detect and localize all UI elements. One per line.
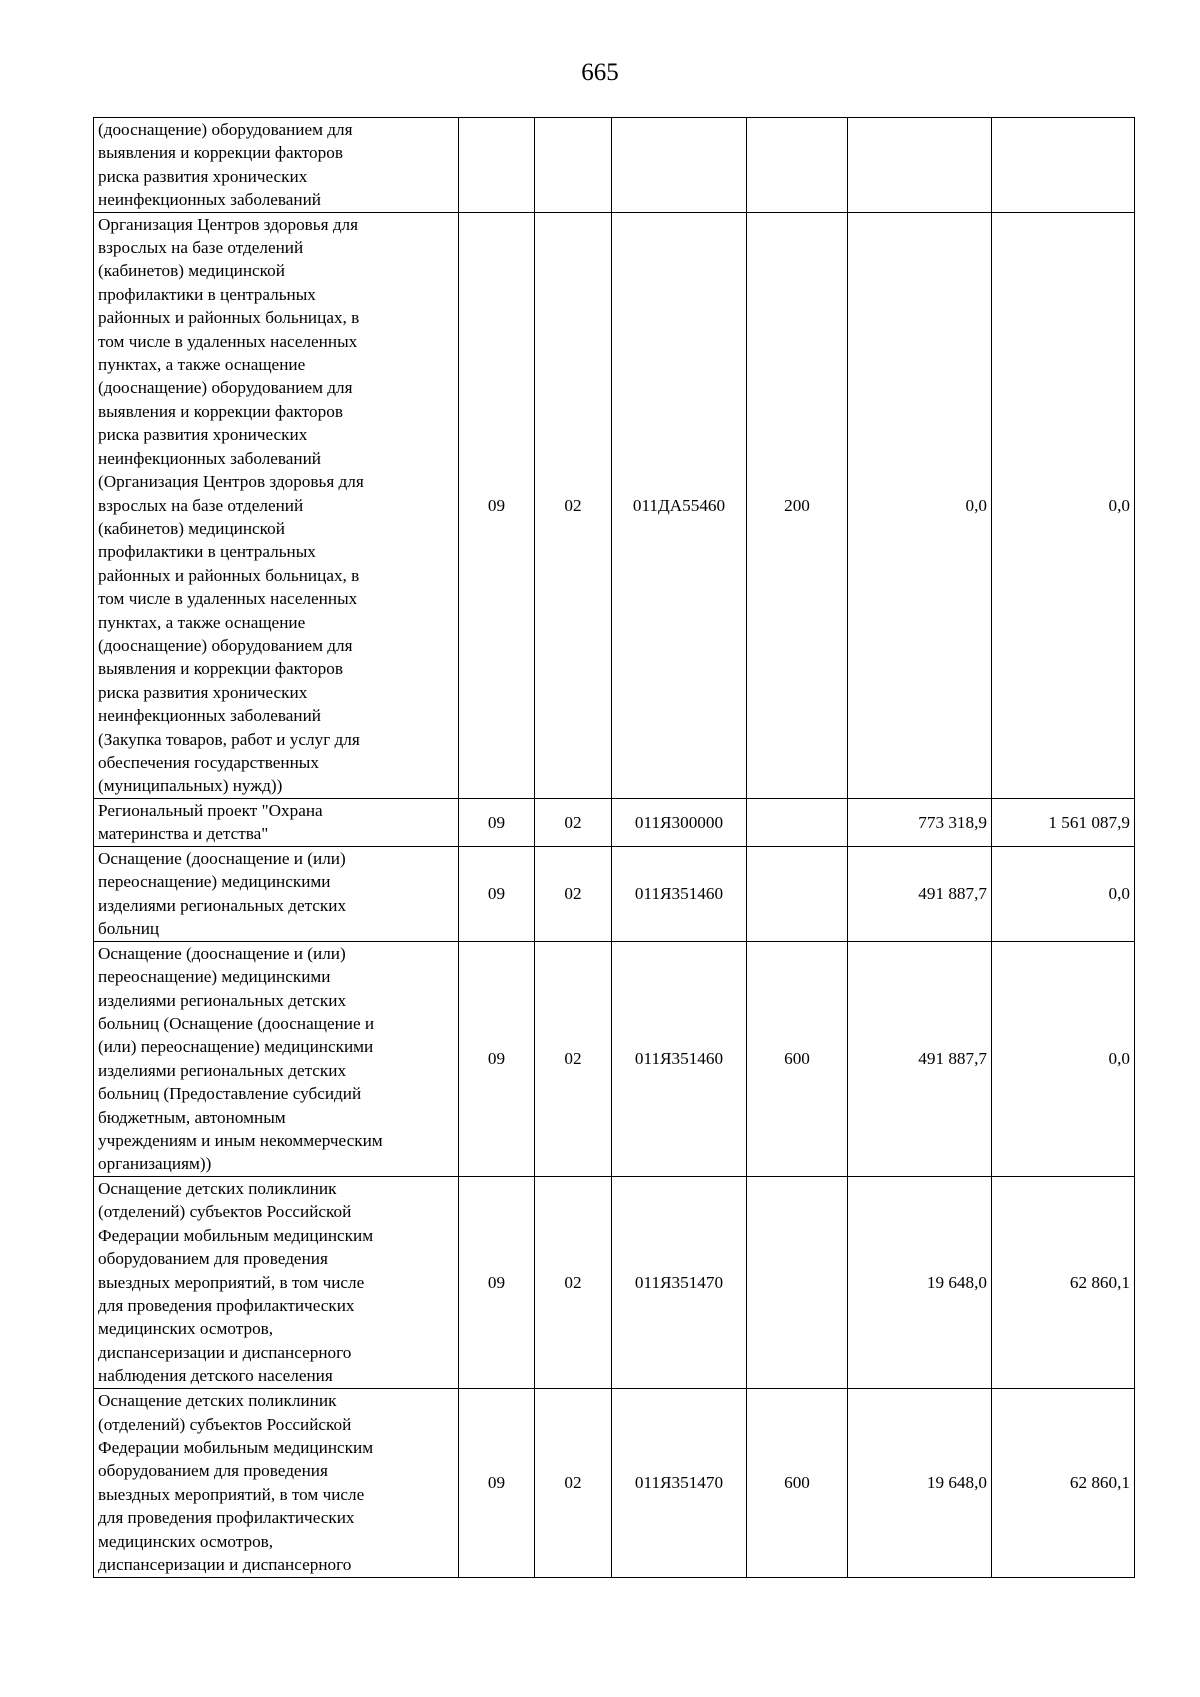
amount-year-1: 19 648,0 (848, 1176, 992, 1388)
amount-year-1: 19 648,0 (848, 1388, 992, 1577)
target-article-code: 011Я300000 (612, 798, 747, 846)
amount-year-1 (848, 118, 992, 213)
row-name: Оснащение (дооснащение и (или) переоснащение) медицинскими изделиями региональных детских больниц (Оснащение (дооснащение и (или) переоснащение) медицинскими изделиями региональных детских больниц (Предоставление субсидий бюджетным, автономным учреждениям и иным некоммерческим организациям)) (94, 941, 459, 1176)
subsection-code: 02 (535, 1388, 612, 1577)
target-article-code: 011Я351470 (612, 1176, 747, 1388)
subsection-code: 02 (535, 941, 612, 1176)
section-code: 09 (459, 1388, 535, 1577)
amount-year-1: 491 887,7 (848, 941, 992, 1176)
amount-year-2: 62 860,1 (992, 1176, 1135, 1388)
row-name: Оснащение детских поликлиник (отделений) субъектов Российской Федерации мобильным медицинским оборудованием для проведения выездных мероприятий, в том числе для проведения профилактических медицинских осмотров, диспансеризации и диспансерного (94, 1388, 459, 1577)
amount-year-2: 0,0 (992, 941, 1135, 1176)
row-name: Оснащение детских поликлиник (отделений) субъектов Российской Федерации мобильным медицинским оборудованием для проведения выездных мероприятий, в том числе для проведения профилактических медицинских осмотров, диспансеризации и диспансерного наблюдения детского населения (94, 1176, 459, 1388)
row-name: Оснащение (дооснащение и (или) переоснащение) медицинскими изделиями региональных детских больниц (94, 846, 459, 941)
section-code: 09 (459, 846, 535, 941)
amount-year-1: 491 887,7 (848, 846, 992, 941)
section-code: 09 (459, 1176, 535, 1388)
page-number: 665 (581, 59, 619, 86)
expense-type-code (747, 846, 848, 941)
amount-year-2: 1 561 087,9 (992, 798, 1135, 846)
target-article-code: 011Я351460 (612, 846, 747, 941)
table-row (94, 846, 1135, 941)
section-code: 09 (459, 798, 535, 846)
target-article-code: 011ДА55460 (612, 212, 747, 798)
subsection-code: 02 (535, 798, 612, 846)
expense-type-code (747, 798, 848, 846)
amount-year-2 (992, 118, 1135, 213)
subsection-code: 02 (535, 1176, 612, 1388)
row-name: (дооснащение) оборудованием для выявления и коррекции факторов риска развития хронических неинфекционных заболеваний (94, 118, 459, 213)
expense-type-code: 200 (747, 212, 848, 798)
subsection-code: 02 (535, 846, 612, 941)
section-code (459, 118, 535, 213)
expense-type-code (747, 1176, 848, 1388)
row-name: Региональный проект "Охрана материнства и детства" (94, 798, 459, 846)
amount-year-1: 773 318,9 (848, 798, 992, 846)
table-row (94, 1176, 1135, 1388)
table-row (94, 941, 1135, 1176)
budget-table (93, 117, 1135, 1578)
amount-year-2: 0,0 (992, 212, 1135, 798)
row-name: Организация Центров здоровья для взрослых на базе отделений (кабинетов) медицинской профилактики в центральных районных и районных больницах, в том числе в удаленных населенных пунктах, а также оснащение (дооснащение) оборудованием для выявления и коррекции факторов риска развития хронических неинфекционных заболеваний (Организация Центров здоровья для взрослых на базе отделений (кабинетов) медицинской профилактики в центральных районных и районных больницах, в том числе в удаленных населенных пунктах, а также оснащение (дооснащение) оборудованием для выявления и коррекции факторов риска развития хронических неинфекционных заболеваний (Закупка товаров, работ и услуг для обеспечения государственных (муниципальных) нужд)) (94, 212, 459, 798)
table-row (94, 1388, 1135, 1577)
target-article-code: 011Я351460 (612, 941, 747, 1176)
target-article-code: 011Я351470 (612, 1388, 747, 1577)
expense-type-code: 600 (747, 1388, 848, 1577)
amount-year-2: 62 860,1 (992, 1388, 1135, 1577)
table-row (94, 118, 1135, 213)
subsection-code (535, 118, 612, 213)
expense-type-code: 600 (747, 941, 848, 1176)
target-article-code (612, 118, 747, 213)
amount-year-1: 0,0 (848, 212, 992, 798)
section-code: 09 (459, 941, 535, 1176)
expense-type-code (747, 118, 848, 213)
table-row (94, 212, 1135, 798)
subsection-code: 02 (535, 212, 612, 798)
amount-year-2: 0,0 (992, 846, 1135, 941)
section-code: 09 (459, 212, 535, 798)
table-row (94, 798, 1135, 846)
